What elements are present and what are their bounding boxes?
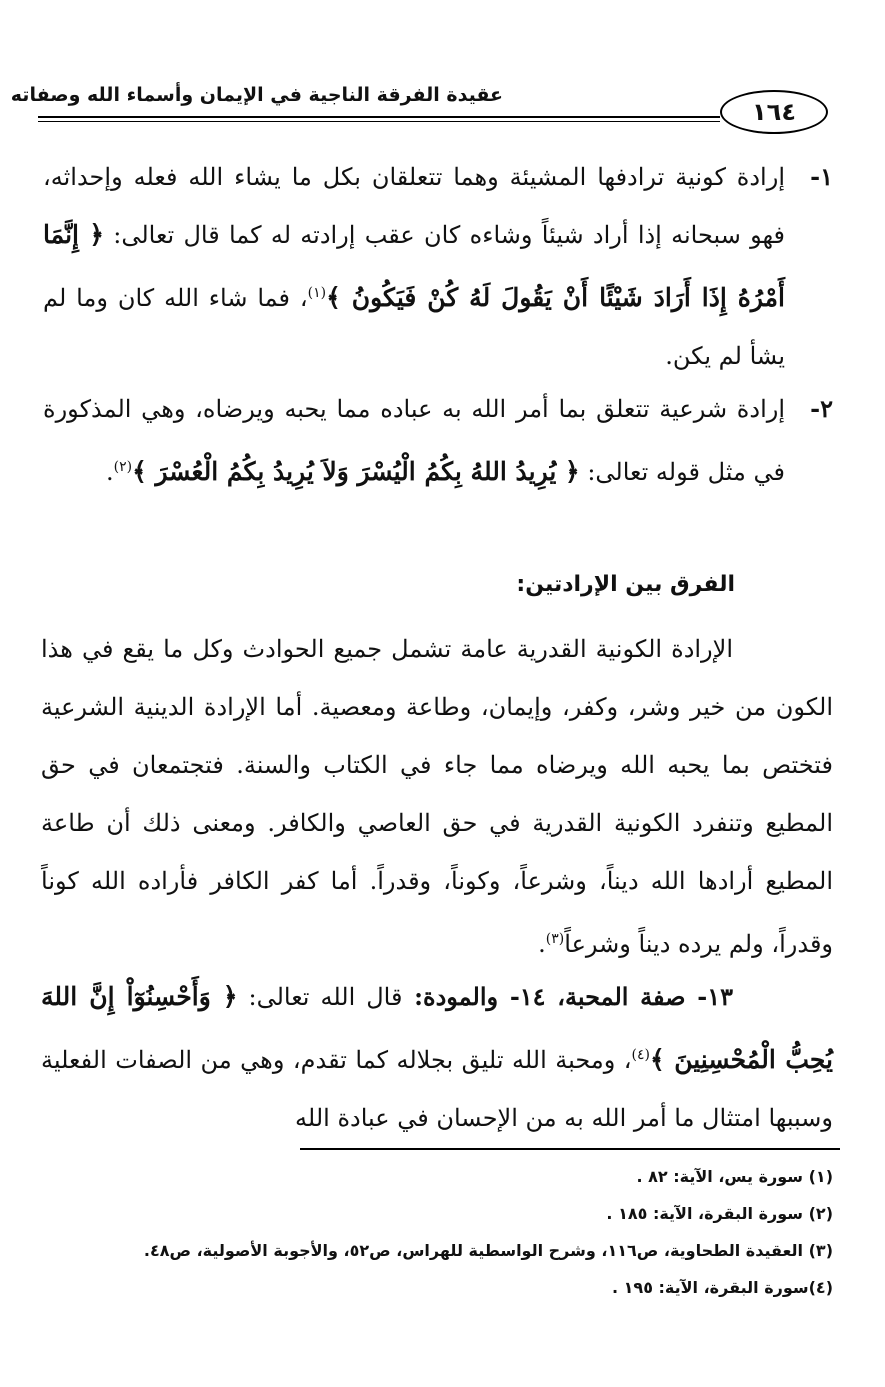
header-rule-thin: [38, 121, 720, 122]
list-item: [43, 148, 833, 385]
paragraph-text: قال الله تعالى:: [237, 983, 403, 1011]
section-heading: الفرق بين الإرادتين:: [516, 572, 735, 597]
header-rule: [38, 116, 720, 118]
item-text-before: إرادة شرعية تتعلق بما أمر الله به عباده مما يحبه ويرضاه، وهي المذكورة في مثل قوله تعالى:: [43, 395, 785, 486]
paragraph-lead: ١٣- صفة المحبة، ١٤- والمودة:: [402, 982, 733, 1011]
running-title: عقيدة الفرقة الناجية في الإيمان وأسماء الله وصفاته: [10, 84, 503, 106]
page-number: ١٦٤: [720, 90, 828, 134]
paragraph: [41, 968, 833, 1147]
item-text: [43, 380, 785, 501]
paragraph: [41, 620, 833, 973]
footnote: (٣) العقيدة الطحاوية، ص١١٦، وشرح الواسطية للهراس، ص٥٢، والأجوبة الأصولية، ص٤٨.: [143, 1241, 833, 1260]
quran-verse: ﴿ يُرِيدُ اللهُ بِكُمُ الْيُسْرَ وَلاَ يُرِيدُ بِكُمُ الْعُسْرَ ﴾: [132, 457, 580, 486]
footnote-rule: [300, 1148, 840, 1150]
footnote: (١) سورة يس، الآية: ٨٢ .: [636, 1167, 833, 1186]
list-item: [43, 380, 833, 501]
paragraph-text-after: ، ومحبة الله تليق بجلاله كما تقدم، وهي من الصفات الفعلية وسببها امتثال ما أمر الله به من الإحسان في عبادة الله: [41, 1046, 833, 1132]
paragraph-text: الإرادة الكونية القدرية عامة تشمل جميع الحوادث وكل ما يقع في هذا الكون من خير وشر، وكفر، وإيمان، وطاعة ومعصية. أما الإرادة الدينية الشرعية فتختص بما يحبه الله ويرضاه مما جاء في الكتاب والسنة. فتجتمعان في حق المطيع وتنفرد الكونية القدرية في حق العاصي والكافر. ومعنى ذلك أن طاعة المطيع أرادها الله ديناً، وشرعاً، وكوناً، وقدراً. أما كفر الكافر فأراده الله كوناً وقدراً، ولم يرده ديناً وشرعاً: [41, 635, 833, 958]
item-number: ١-: [810, 162, 833, 191]
quran-verse: ﴿ وَأَحْسِنُوٓاْ إِنَّ اللهَ يُحِبُّ الْمُحْسِنِينَ ﴾: [41, 982, 833, 1074]
footnote: (٤)سورة البقرة، الآية: ١٩٥ .: [612, 1278, 833, 1297]
item-text-after: .: [105, 458, 114, 486]
quran-verse: ﴿ إِنَّمَا أَمْرُهُ إِذَا أَرَادَ شَيْئًا أَنْ يَقُولَ لَهُ كُنْ فَيَكُونُ ﴾: [43, 220, 785, 312]
footnote: (٢) سورة البقرة، الآية: ١٨٥ .: [606, 1204, 833, 1223]
item-number: ٢-: [810, 394, 833, 423]
item-text-after: ، فما شاء الله كان وما لم يشأ لم يكن.: [43, 284, 785, 370]
paragraph-end: .: [538, 930, 546, 958]
footnote-ref: (٤): [631, 1047, 651, 1063]
item-text-before: إرادة كونية ترادفها المشيئة وهما تتعلقان بكل ما يشاء الله فعله وإحداثه، فهو سبحانه إذا أراد شيئاً وشاءه كان عقب إرادته له كما قال تعالى:: [43, 163, 786, 249]
page-header: [10, 78, 828, 128]
footnote-ref: (١): [307, 285, 327, 301]
item-text: [43, 148, 785, 385]
footnotes: [33, 1158, 833, 1306]
footnote-ref: (٢): [113, 459, 133, 475]
footnote-ref: (٣): [545, 931, 565, 947]
